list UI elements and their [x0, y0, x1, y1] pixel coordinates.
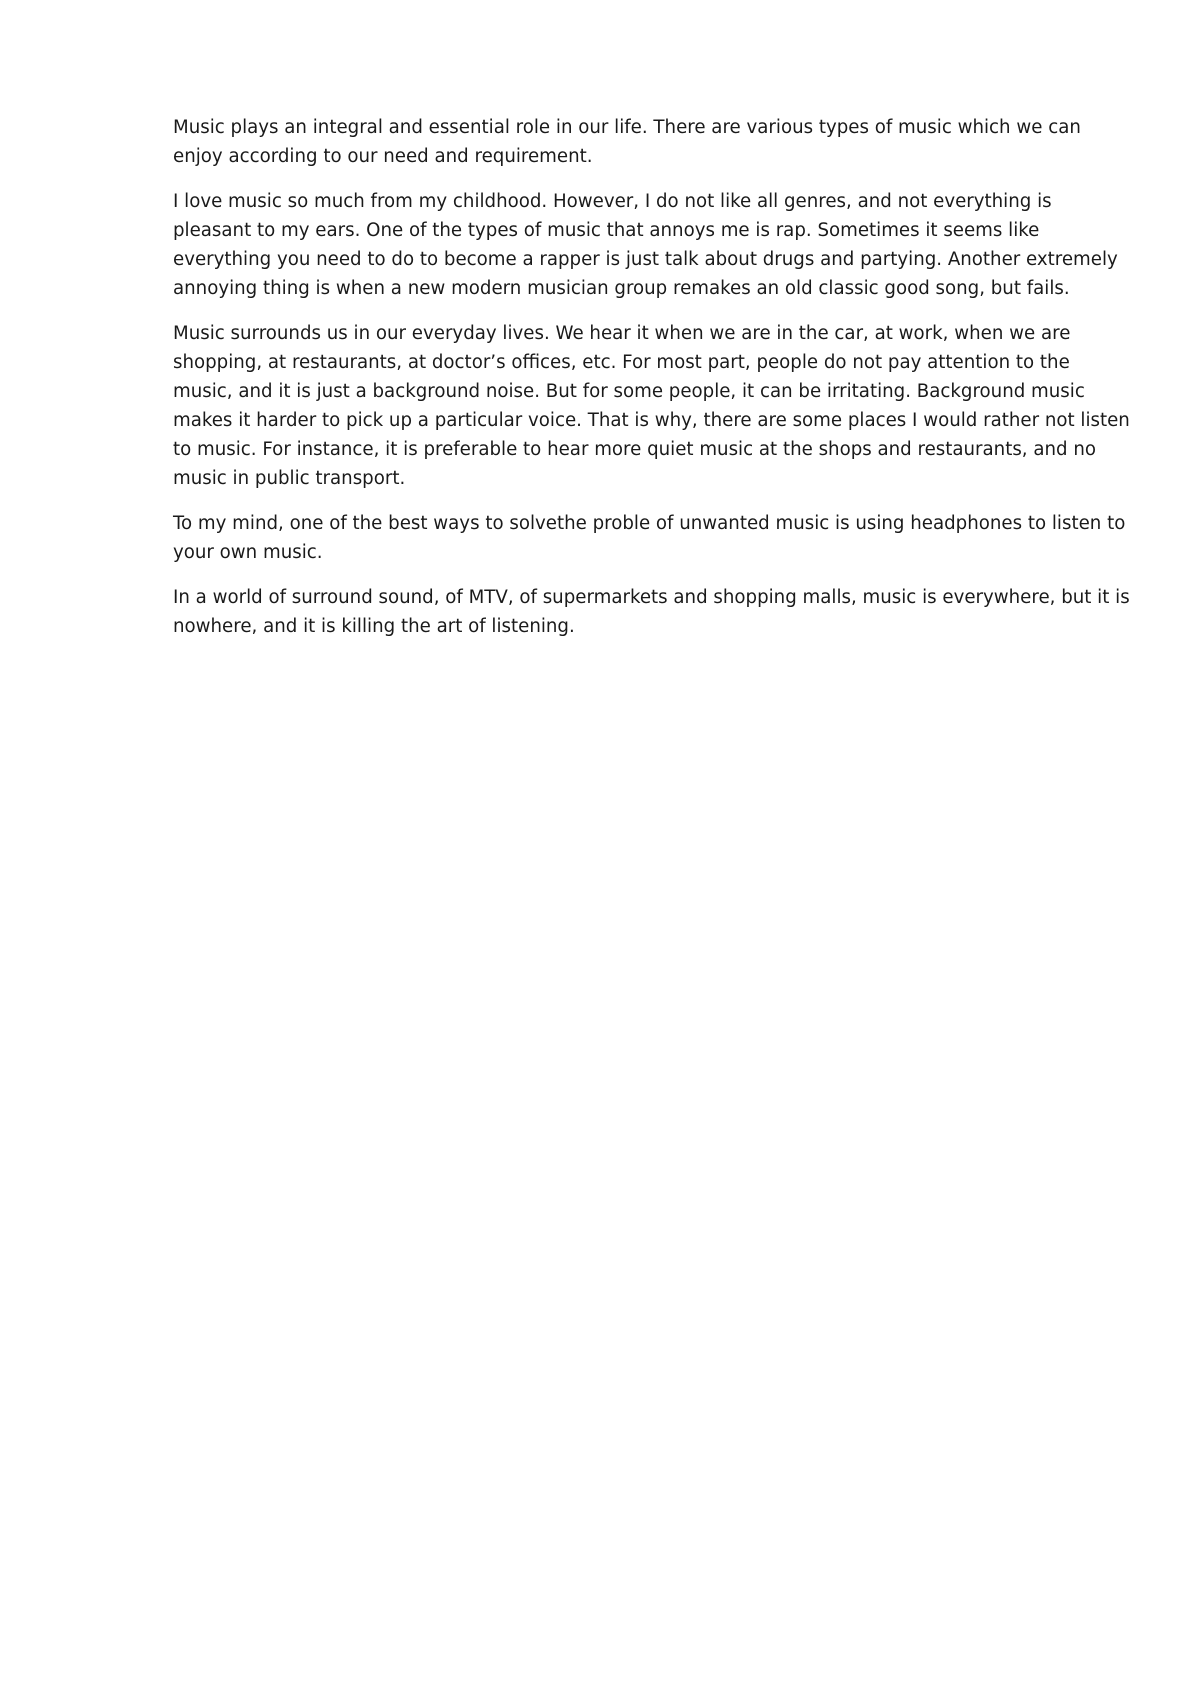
paragraph-4: To my mind, one of the best ways to solvethe proble of unwanted music is using headphones to listen to your own music. [173, 513, 1126, 563]
paragraph-5: In a world of surround sound, of MTV, of supermarkets and shopping malls, music is everywhere, but it is nowhere, and it is killing the art of listening. [173, 587, 1130, 637]
paragraph-1: Music plays an integral and essential role in our life. There are various types of music which we can enjoy according to our need and requirement. [173, 117, 1081, 167]
paragraph-2: I love music so much from my childhood. However, I do not like all genres, and not everything is pleasant to my ears. One of the types of music that annoys me is rap. Sometimes it seems like everything you need to do to become a rapper is just talk about drugs and partying. Another extremely annoying thing is when a new modern musician group remakes an old classic good song, but fails. [173, 191, 1118, 299]
document-body [173, 113, 1135, 657]
paragraph-3: Music surrounds us in our everyday lives. We hear it when we are in the car, at work, when we are shopping, at restaurants, at doctor’s offices, etc. For most part, people do not pay attention to the music, and it is just a background noise. But for some people, it can be irritating. Background music makes it harder to pick up a particular voice. That is why, there are some places I would rather not listen to music. For instance, it is preferable to hear more quiet music at the shops and restaurants, and no music in public transport. [173, 323, 1130, 489]
